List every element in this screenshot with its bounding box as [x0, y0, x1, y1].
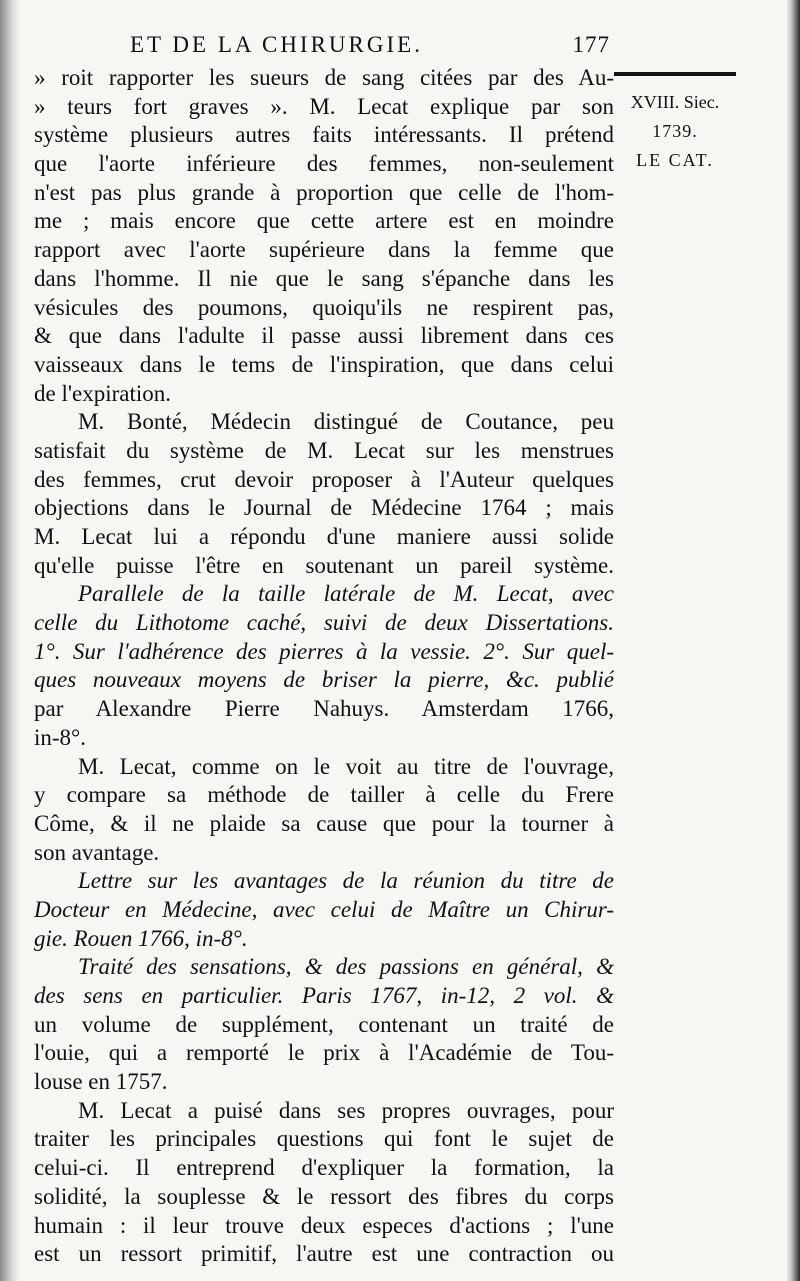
- text-line: M. Bonté, Médecin distingué de Coutance, peu: [78, 409, 614, 435]
- running-head: [130, 32, 610, 60]
- text-line: solidité, la souplesse & le ressort des fibres du corps: [34, 1183, 614, 1209]
- text-line: Parallele de la taille latérale de M. Lecat, avec: [78, 581, 614, 607]
- text-line: des femmes, crut devoir proposer à l'Auteur quelques: [34, 466, 614, 492]
- text-line: louse en 1757.: [34, 1069, 168, 1095]
- text-line: qu'elle puisse l'être en soutenant un pareil système.: [34, 552, 614, 578]
- margin-rule: [614, 72, 736, 76]
- margin-note: [612, 72, 738, 175]
- text-line: traiter les principales questions qui font le sujet de: [34, 1126, 614, 1152]
- text-line: celui-ci. Il entreprend d'expliquer la formation, la: [34, 1155, 614, 1181]
- text-line: M. Lecat a puisé dans ses propres ouvrages, pour: [78, 1097, 614, 1123]
- text-line: in-8°.: [34, 724, 86, 750]
- text-line: y compare sa méthode de tailler à celle du Frere: [34, 782, 614, 808]
- text-line: est un ressort primitif, l'autre est une contraction ou: [34, 1241, 614, 1267]
- text-line: me ; mais encore que cette artere est en moindre: [34, 208, 614, 234]
- text-line: Traité des sensations, & des passions en général, &: [78, 954, 614, 980]
- text-line: l'ouie, qui a remporté le prix à l'Académie de Tou-: [34, 1040, 614, 1066]
- margin-author: LE CAT.: [636, 150, 714, 170]
- page-number: 177: [572, 32, 610, 57]
- text-line: Docteur en Médecine, avec celui de Maître un Chirur-: [34, 896, 614, 922]
- text-line: » roit rapporter les sueurs de sang citées par des Au-: [34, 65, 614, 90]
- text-line: objections dans le Journal de Médecine 1764 ; mais: [34, 495, 614, 521]
- running-head-title: ET DE LA CHIRURGIE.: [130, 32, 423, 57]
- margin-century: XVIII. Siec.: [630, 92, 720, 112]
- text-line: Lettre sur les avantages de la réunion du titre de: [78, 868, 614, 894]
- text-line: M. Lecat lui a répondu d'une maniere aussi solide: [34, 524, 614, 549]
- text-line: système plusieurs autres faits intéressants. Il prétend: [34, 122, 614, 148]
- text-line: un volume de supplément, contenant un traité de: [34, 1011, 614, 1037]
- text-line: que l'aorte inférieure des femmes, non-seulement: [34, 151, 614, 177]
- text-line: gie. Rouen 1766, in-8°.: [34, 925, 248, 951]
- text-line: n'est pas plus grande à proportion que celle de l'hom-: [34, 179, 614, 205]
- text-line: 1°. Sur l'adhérence des pierres à la vessie. 2°. Sur quel-: [34, 638, 614, 664]
- text-line: celle du Lithotome caché, suivi de deux Dissertations.: [34, 610, 614, 636]
- text-line: par Alexandre Pierre Nahuys. Amsterdam 1766,: [34, 696, 614, 722]
- text-line: Côme, & il ne plaide sa cause que pour la tourner à: [34, 810, 614, 836]
- text-line: son avantage.: [34, 839, 160, 865]
- margin-year: 1739.: [652, 121, 698, 141]
- text-line: satisfait du système de M. Lecat sur les menstrues: [34, 437, 614, 463]
- text-body: [34, 64, 614, 1269]
- text-line: vaisseaux dans le tems de l'inspiration, que dans celui: [34, 351, 614, 377]
- text-line: & que dans l'adulte il passe aussi librement dans ces: [34, 323, 614, 349]
- binding-shadow: [0, 0, 20, 1281]
- text-line: rapport avec l'aorte supérieure dans la femme que: [34, 237, 614, 263]
- text-line: » teurs fort graves ». M. Lecat explique par son: [34, 93, 614, 119]
- page-edge: [786, 0, 800, 1281]
- text-line: M. Lecat, comme on le voit au titre de l'ouvrage,: [78, 753, 614, 779]
- text-line: vésicules des poumons, quoiqu'ils ne respirent pas,: [34, 294, 614, 320]
- text-line: de l'expiration.: [34, 380, 171, 406]
- text-line: ques nouveaux moyens de briser la pierre, &c. publié: [34, 667, 614, 693]
- text-line: dans l'homme. Il nie que le sang s'épanche dans les: [34, 265, 614, 291]
- text-line: humain : il leur trouve deux especes d'actions ; l'une: [34, 1212, 614, 1238]
- text-line: des sens en particulier. Paris 1767, in-12, 2 vol. &: [34, 983, 614, 1008]
